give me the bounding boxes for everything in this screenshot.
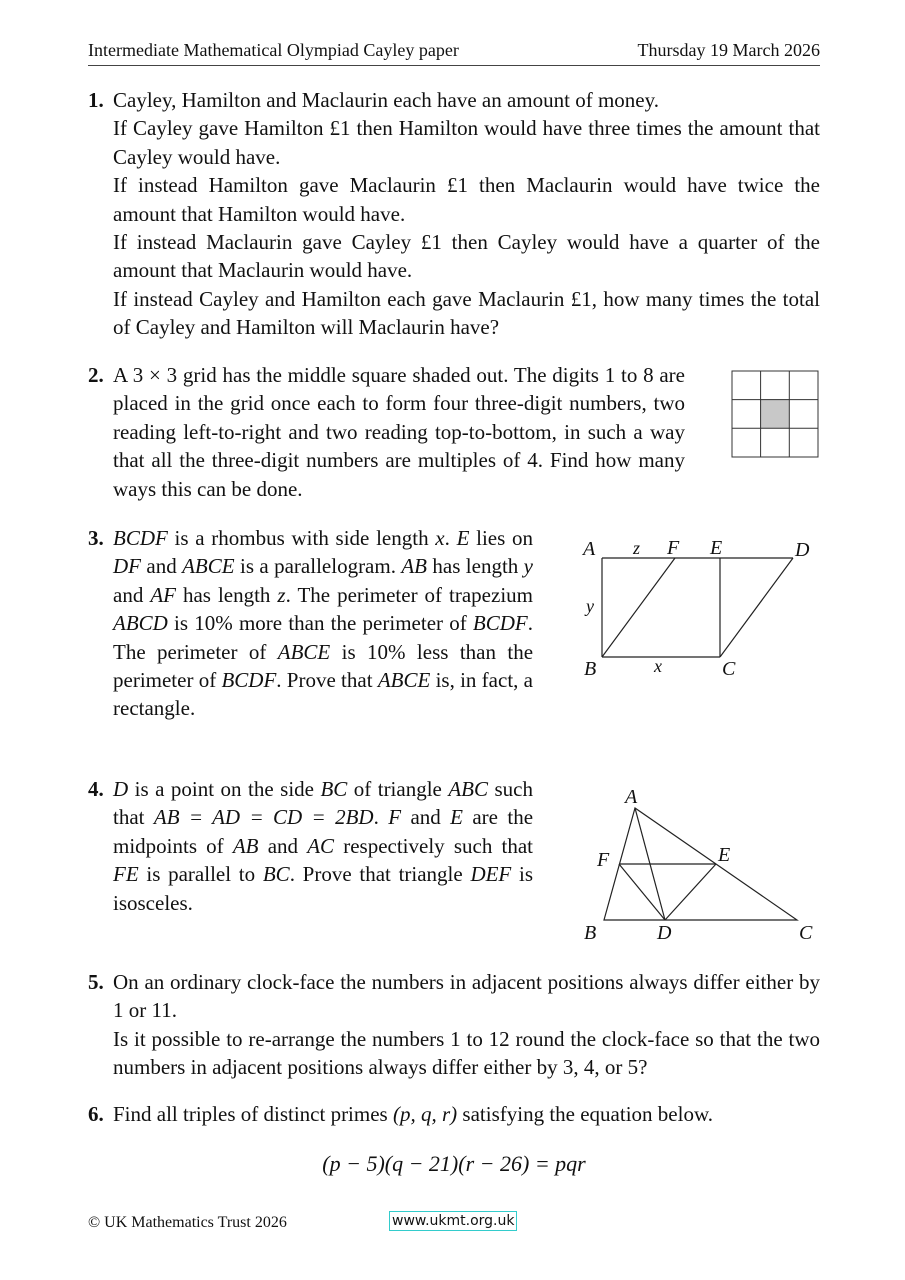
- svg-text:z: z: [633, 538, 641, 558]
- page-header: [88, 40, 820, 61]
- centre-square-shaded: [760, 399, 789, 428]
- question-1-line-1: Cayley, Hamilton and Maclaurin each have an amount of money.: [113, 88, 660, 112]
- triangle-figure: [575, 780, 825, 950]
- question-3-text: BCDF is a rhombus with side length x. E lies on DF and ABCE is a parallelogram. AB has length y and AF has length z. The perimeter of trapezium ABCD is 10% more than the perimeter of BCDF. The perimeter of ABCE is 10% less than the perimeter of BCDF. Prove that ABCE is, in fact, a rectangle.: [113, 526, 534, 721]
- svg-text:y: y: [586, 596, 594, 616]
- svg-text:B: B: [584, 922, 597, 944]
- svg-text:E: E: [710, 537, 723, 559]
- question-1-line-5: If instead Cayley and Hamilton each gave Maclaurin £1, how many times the total of Cayley and Hamilton will Maclaurin have?: [113, 286, 820, 340]
- svg-text:A: A: [583, 538, 596, 560]
- paper-title: Intermediate Mathematical Olympiad Cayley paper: [88, 40, 459, 60]
- ukmt-website-link[interactable]: www.ukmt.org.uk: [389, 1211, 517, 1231]
- svg-text:B: B: [584, 658, 597, 680]
- question-5-number: 5.: [88, 970, 104, 994]
- svg-text:C: C: [722, 658, 736, 680]
- question-1-number: 1.: [88, 88, 104, 112]
- question-4-text: D is a point on the side BC of triangle ABC such that AB = AD = CD = 2BD. F and E are the midpoints of AB and AC respectively such that FE is parallel to BC. Prove that triangle DEF is isosceles.: [113, 777, 534, 915]
- svg-text:F: F: [597, 849, 610, 871]
- svg-text:D: D: [657, 922, 672, 944]
- svg-text:x: x: [654, 656, 662, 676]
- question-2-number: 2.: [88, 363, 104, 387]
- question-1-line-3: If instead Hamilton gave Maclaurin £1 then Maclaurin would have twice the amount that Hamilton would have.: [113, 173, 820, 226]
- header-rule: [88, 65, 820, 66]
- svg-text:C: C: [799, 922, 813, 944]
- question-1-line-4: If instead Maclaurin gave Cayley £1 then Cayley would have a quarter of the amount that Maclaurin would have.: [113, 230, 820, 283]
- question-5-line-1: On an ordinary clock-face the numbers in adjacent positions always differ either by 1 or 11.: [113, 970, 820, 1023]
- shaded-grid-figure: [731, 370, 819, 458]
- svg-text:A: A: [625, 786, 638, 808]
- question-5-line-2: Is it possible to re-arrange the numbers 1 to 12 round the clock-face so that the two numbers in adjacent positions always differ either by 3, 4, or 5?: [113, 1026, 820, 1080]
- question-6-equation: (p − 5)(q − 21)(r − 26) = pqr: [322, 1151, 586, 1176]
- footer-copyright: © UK Mathematics Trust 2026: [88, 1214, 287, 1231]
- svg-text:D: D: [795, 539, 810, 561]
- question-4-number: 4.: [88, 777, 104, 801]
- question-5: [113, 968, 820, 1082]
- paper-date: Thursday 19 March 2026: [637, 40, 820, 60]
- question-1: [113, 86, 820, 342]
- parallelogram-figure: [575, 530, 825, 685]
- svg-text:F: F: [667, 537, 680, 559]
- svg-text:E: E: [718, 844, 731, 866]
- question-1-line-2: If Cayley gave Hamilton £1 then Hamilton would have three times the amount that Cayley would have.: [113, 116, 820, 169]
- question-2-text: A 3 × 3 grid has the middle square shaded out. The digits 1 to 8 are placed in the grid once each to form four three-digit numbers, two reading left-to-right and two reading top-to-bottom, in such a way that all the three-digit numbers are multiples of 4. Find how many ways this can be done.: [113, 363, 685, 501]
- question-6-number: 6.: [88, 1102, 104, 1126]
- question-6-text: Find all triples of distinct primes (p, q, r) satisfying the equation below.: [113, 1102, 713, 1126]
- question-3-number: 3.: [88, 526, 104, 550]
